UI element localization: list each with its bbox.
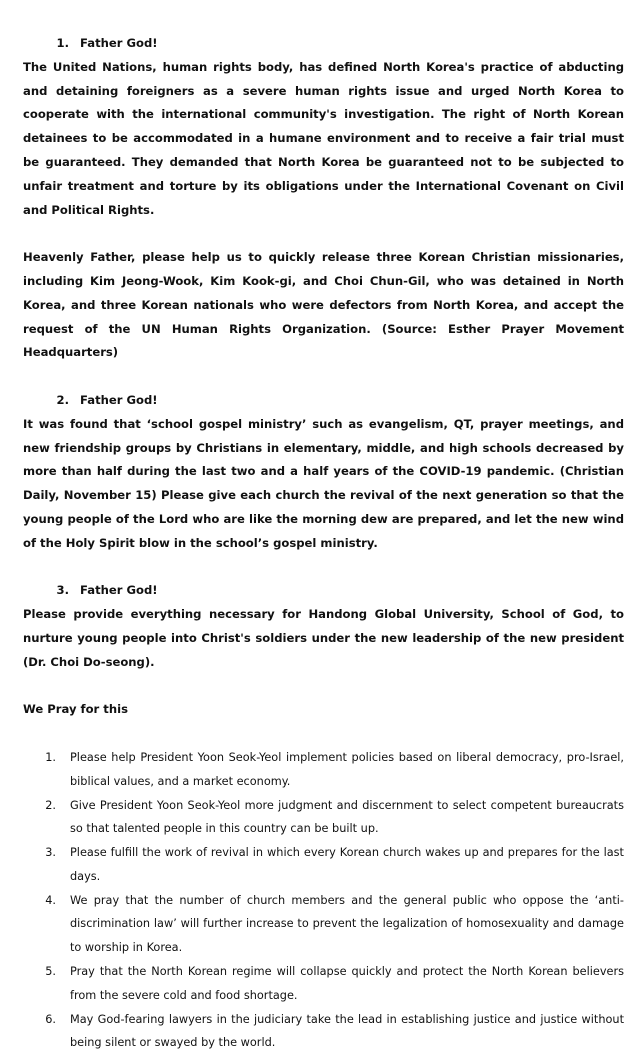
prayer-item-number: 1. xyxy=(45,750,56,764)
section-3-title: Father God! xyxy=(80,583,158,598)
section-2-title: Father God! xyxy=(80,392,158,407)
section-3-paragraph-1: Please provide everything necessary for Handong Global University, School of God, to nurture young people into Christ's soldiers under the new leadership of the new president (Dr. Choi Do-seong). xyxy=(23,607,624,669)
prayer-item-number: 3. xyxy=(45,846,56,860)
prayer-item xyxy=(23,1008,624,1055)
prayer-item xyxy=(23,746,624,794)
prayer-item xyxy=(23,841,624,889)
section-3-number: 3. xyxy=(56,583,69,598)
section-1-heading xyxy=(23,32,624,56)
section-1-title: Father God! xyxy=(80,36,158,50)
prayer-list xyxy=(23,746,624,1055)
section-2-heading xyxy=(23,389,624,413)
section-1-number: 1. xyxy=(56,36,69,50)
prayer-item-text: May God-fearing lawyers in the judiciary take the lead in establishing justice and justice without being silent or swayed by the world. xyxy=(70,1012,624,1050)
prayer-item-text: Pray that the North Korean regime will collapse quickly and protect the North Korean believers from the severe cold and food shortage. xyxy=(70,965,624,1002)
prayer-item-number: 2. xyxy=(45,798,56,812)
prayer-item-number: 5. xyxy=(45,965,56,979)
prayer-item-text: Please help President Yoon Seok-Yeol implement policies based on liberal democracy, pro-Israel, biblical values, and a market economy. xyxy=(70,750,624,788)
prayer-item-text: Please fulfill the work of revival in which every Korean church wakes up and prepares for the last days. xyxy=(70,846,624,883)
prayer-item xyxy=(23,794,624,842)
prayer-item xyxy=(23,889,624,960)
section-2-paragraph-1: It was found that ‘school gospel ministry’ such as evangelism, QT, prayer meetings, and new friendship groups by Christians in elementary, middle, and high schools decreased by more than half during the last two and a half years of the COVID-19 pandemic. (Christian Daily, November 15) Please give each church the revival of the next generation so that the young people of the Lord who are like the morning dew are prepared, and let the new wind of the Holy Spirit blow in the school’s gospel ministry. xyxy=(23,416,624,550)
prayer-item-number: 4. xyxy=(45,893,56,907)
prayer-item-text: Give President Yoon Seok-Yeol more judgment and discernment to select competent bureaucrats so that talented people in this country can be built up. xyxy=(70,798,624,836)
prayer-item xyxy=(23,960,624,1008)
section-2-number: 2. xyxy=(56,392,69,407)
prayer-item-text: We pray that the number of church members and the general public who oppose the ‘anti-discrimination law’ will further increase to prevent the legalization of homosexuality and damage to worship in Korea. xyxy=(70,893,624,955)
prayer-item-number: 6. xyxy=(45,1012,56,1026)
section-3-heading xyxy=(23,579,624,603)
section-1-paragraph-1: The United Nations, human rights body, has defined North Korea's practice of abducting and detaining foreigners as a severe human rights issue and urged North Korea to cooperate with the international community's investigation. The right of North Korean detainees to be accommodated in a humane environment and to receive a fair trial must be guaranteed. They demanded that North Korea be guaranteed not to be subjected to unfair treatment and torture by its obligations under the International Covenant on Civil and Political Rights. xyxy=(23,59,624,217)
prayer-heading: We Pray for this xyxy=(23,702,128,717)
section-1-paragraph-2: Heavenly Father, please help us to quickly release three Korean Christian missionaries, including Kim Jeong-Wook, Kim Kook-gi, and Choi Chun-Gil, who was detained in North Korea, and three Korean nationals who were defectors from North Korea, and accept the request of the UN Human Rights Organization. (Source: Esther Prayer Movement Headquarters) xyxy=(23,250,624,360)
